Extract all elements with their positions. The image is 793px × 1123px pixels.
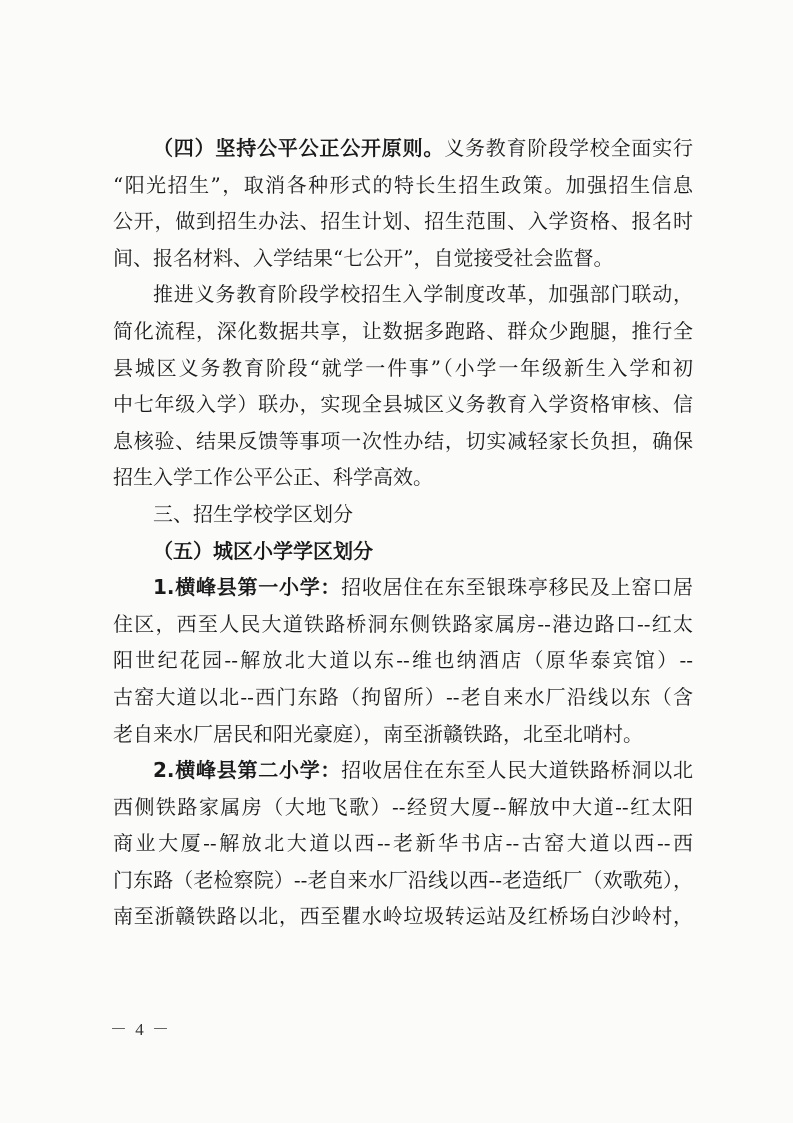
paragraph-line (113, 130, 693, 167)
document-body (113, 130, 693, 935)
school-name: 1.横峰县第一小学： (153, 575, 342, 600)
school-name: 2.横峰县第二小学： (153, 758, 342, 783)
paragraph-line: 招生入学工作公平公正、科学高效。 (113, 465, 433, 490)
paragraph-line: 商业大厦--解放北大道以西--老新华书店--古窑大道以西--西 (113, 831, 693, 856)
paragraph-text: 招收居住在东至银珠亭移民及上窑口居 (341, 575, 694, 600)
paragraph-heading: （四）坚持公平公正公开原则。 (153, 136, 445, 160)
paragraph-line: 间、报名材料、入学结果“七公开”，自觉接受社会监督。 (113, 245, 614, 270)
paragraph-line: 住区，西至人民大道铁路桥洞东侧铁路家属房--港边路口--红太 (113, 611, 693, 636)
paragraph-line: 县城区义务教育阶段“就学一件事”（小学一年级新生入学和初 (113, 355, 693, 380)
paragraph-line: 古窑大道以北--西门东路（拘留所）--老自来水厂沿线以东（含 (113, 684, 693, 709)
subsection-title: （五）城区小学学区划分 (153, 538, 373, 563)
paragraph-line: 公开，做到招生办法、招生计划、招生范围、入学资格、报名时 (113, 209, 693, 234)
paragraph-line (113, 569, 693, 606)
paragraph-text: 招收居住在东至人民大道铁路桥洞以北 (341, 758, 694, 783)
paragraph-line: 南至浙赣铁路以北，西至瞿水岭垃圾转运站及红桥场白沙岭村， (113, 904, 693, 929)
section-title: 三、招生学校学区划分 (153, 501, 353, 526)
paragraph-line: 推进义务教育阶段学校招生入学制度改革，加强部门联动， (153, 282, 693, 307)
paragraph-line: 门东路（老检察院）--老自来水厂沿线以西--老造纸厂（欢歌苑）， (113, 867, 693, 892)
paragraph-text: 义务教育阶段学校全面实行 (444, 136, 694, 160)
paragraph-line: 中七年级入学）联办，实现全县城区义务教育入学资格审核、信 (113, 392, 693, 417)
paragraph-line: 息核验、结果反馈等事项一次性办结，切实减轻家长负担，确保 (113, 428, 693, 453)
paragraph-line: 西侧铁路家属房（大地飞歌）--经贸大厦--解放中大道--红太阳 (113, 794, 693, 819)
paragraph-line: “阳光招生”，取消各种形式的特长生招生政策。加强招生信息 (113, 172, 693, 197)
paragraph-line: 简化流程，深化数据共享，让数据多跑路、群众少跑腿，推行全 (113, 318, 693, 343)
page-number: － 4 － (110, 1020, 171, 1039)
paragraph-line: 阳世纪花园--解放北大道以东--维也纳酒店（原华泰宾馆）-- (113, 648, 693, 673)
paragraph-line (113, 752, 693, 789)
paragraph-line: 老自来水厂居民和阳光豪庭），南至浙赣铁路，北至北哨村。 (113, 721, 643, 746)
